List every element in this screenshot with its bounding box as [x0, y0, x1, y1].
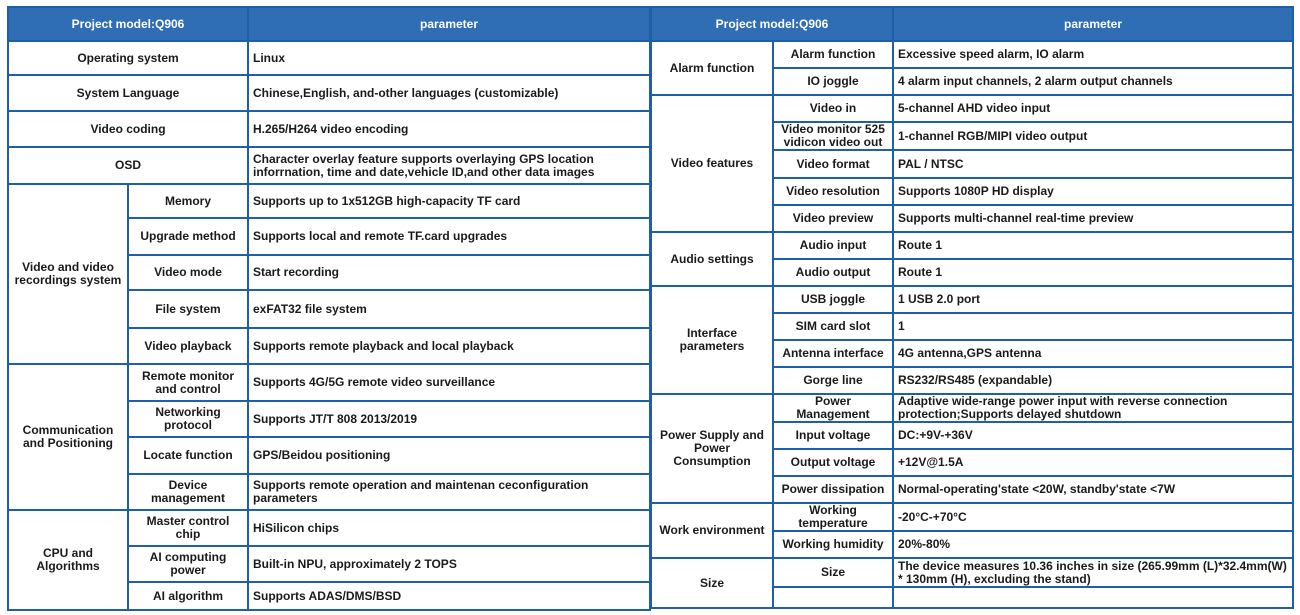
sub-label: Alarm function — [773, 41, 893, 68]
left-spec-table — [7, 6, 651, 611]
sub-label: Working humidity — [773, 531, 893, 558]
row-value: Chinese,English, and-other languages (customizable) — [248, 75, 650, 111]
row-value: Adaptive wide-range power input with reverse connection protection;Supports delayed shutdown — [893, 394, 1293, 422]
table-row — [651, 41, 1293, 68]
row-label: OSD — [8, 147, 248, 184]
row-label: Video coding — [8, 111, 248, 147]
row-value: -20°C-+70°C — [893, 503, 1293, 531]
table-header-row — [8, 7, 650, 41]
row-value: Character overlay feature supports overlaying GPS location inforrnation, time and date,vehicle ID,and other data images — [248, 147, 650, 184]
row-value: Supports ADAS/DMS/BSD — [248, 582, 650, 610]
sub-label: Upgrade method — [128, 218, 248, 255]
row-value: Linux — [248, 41, 650, 75]
sub-label: Power dissipation — [773, 476, 893, 503]
sub-label: Video format — [773, 150, 893, 178]
row-value: 4 alarm input channels, 2 alarm output channels — [893, 68, 1293, 95]
table-row — [8, 147, 650, 184]
row-value: Excessive speed alarm, IO alarm — [893, 41, 1293, 68]
row-value: Supports up to 1x512GB high-capacity TF card — [248, 184, 650, 218]
table-row — [651, 394, 1293, 422]
group-label: Power Supply and Power Consumption — [651, 394, 773, 503]
sub-label: Antenna interface — [773, 340, 893, 367]
sub-label: Video in — [773, 95, 893, 122]
row-value: 4G antenna,GPS antenna — [893, 340, 1293, 367]
table-row — [8, 184, 650, 218]
sub-label: Video mode — [128, 255, 248, 290]
group-label: CPU and Algorithms — [8, 510, 128, 610]
group-label: Video features — [651, 95, 773, 232]
row-value: Supports local and remote TF.card upgrades — [248, 218, 650, 255]
table-row — [651, 232, 1293, 259]
project-model-header: Project model:Q906 — [651, 7, 893, 41]
sub-label: Video preview — [773, 205, 893, 232]
row-value — [893, 587, 1293, 608]
row-value: +12V@1.5A — [893, 449, 1293, 476]
table-header-row — [651, 7, 1293, 41]
sub-label: Audio input — [773, 232, 893, 259]
sub-label: Output voltage — [773, 449, 893, 476]
parameter-header: parameter — [893, 7, 1293, 41]
sub-label: Input voltage — [773, 422, 893, 449]
row-value: 5-channel AHD video input — [893, 95, 1293, 122]
table-row — [8, 510, 650, 546]
row-value: 1-channel RGB/MIPI video output — [893, 122, 1293, 150]
sub-label: Size — [773, 558, 893, 587]
sub-label: Master control chip — [128, 510, 248, 546]
sub-label: Device management — [128, 474, 248, 510]
row-value: Built-in NPU, approximately 2 TOPS — [248, 546, 650, 582]
row-value: Supports 1080P HD display — [893, 178, 1293, 205]
sub-label: File system — [128, 290, 248, 328]
row-value: Supports remote playback and local playback — [248, 328, 650, 364]
row-value: The device measures 10.36 inches in size (265.99mm (L)*32.4mm(W) * 130mm (H), excluding the stand) — [893, 558, 1293, 587]
row-value: 1 — [893, 313, 1293, 340]
row-label: Operating system — [8, 41, 248, 75]
table-row — [8, 41, 650, 75]
row-value: Route 1 — [893, 259, 1293, 286]
parameter-header: parameter — [248, 7, 650, 41]
sub-label: Video playback — [128, 328, 248, 364]
sub-label: Networking protocol — [128, 401, 248, 437]
group-label: Communication and Positioning — [8, 364, 128, 510]
sub-label: USB joggle — [773, 286, 893, 313]
sub-label: AI computing power — [128, 546, 248, 582]
project-model-header: Project model:Q906 — [8, 7, 248, 41]
sub-label: Memory — [128, 184, 248, 218]
sub-label: Video resolution — [773, 178, 893, 205]
table-row — [8, 364, 650, 401]
row-value: Start recording — [248, 255, 650, 290]
table-row — [8, 75, 650, 111]
sub-label: IO joggle — [773, 68, 893, 95]
sub-label: SIM card slot — [773, 313, 893, 340]
sub-label: Gorge line — [773, 367, 893, 394]
sub-label: Video monitor 525 vidicon video out — [773, 122, 893, 150]
sub-label: Working temperature — [773, 503, 893, 531]
group-label: Video and video recordings system — [8, 184, 128, 364]
sub-label: Locate function — [128, 437, 248, 474]
table-row — [651, 95, 1293, 122]
sub-label: Power Management — [773, 394, 893, 422]
row-value: Normal-operating'state <20W, standby'state <7W — [893, 476, 1293, 503]
group-label: Audio settings — [651, 232, 773, 286]
row-value: Supports 4G/5G remote video surveillance — [248, 364, 650, 401]
row-value: 1 USB 2.0 port — [893, 286, 1293, 313]
table-row — [8, 111, 650, 147]
row-value: H.265/H264 video encoding — [248, 111, 650, 147]
row-value: RS232/RS485 (expandable) — [893, 367, 1293, 394]
row-value: exFAT32 file system — [248, 290, 650, 328]
group-label: Interface parameters — [651, 286, 773, 394]
row-value: DC:+9V-+36V — [893, 422, 1293, 449]
table-row — [651, 286, 1293, 313]
row-value: PAL / NTSC — [893, 150, 1293, 178]
row-value: Route 1 — [893, 232, 1293, 259]
table-row — [651, 503, 1293, 531]
sub-label: Audio output — [773, 259, 893, 286]
table-row — [651, 558, 1293, 587]
right-spec-table — [650, 6, 1294, 609]
sub-label: AI algorithm — [128, 582, 248, 610]
row-value: GPS/Beidou positioning — [248, 437, 650, 474]
group-label: Size — [651, 558, 773, 608]
row-value: 20%-80% — [893, 531, 1293, 558]
group-label: Work environment — [651, 503, 773, 558]
group-label: Alarm function — [651, 41, 773, 95]
row-value: HiSilicon chips — [248, 510, 650, 546]
row-label: System Language — [8, 75, 248, 111]
sub-label: Remote monitor and control — [128, 364, 248, 401]
row-value: Supports JT/T 808 2013/2019 — [248, 401, 650, 437]
row-value: Supports remote operation and maintenan ceconfiguration parameters — [248, 474, 650, 510]
sub-label — [773, 587, 893, 608]
row-value: Supports multi-channel real-time preview — [893, 205, 1293, 232]
